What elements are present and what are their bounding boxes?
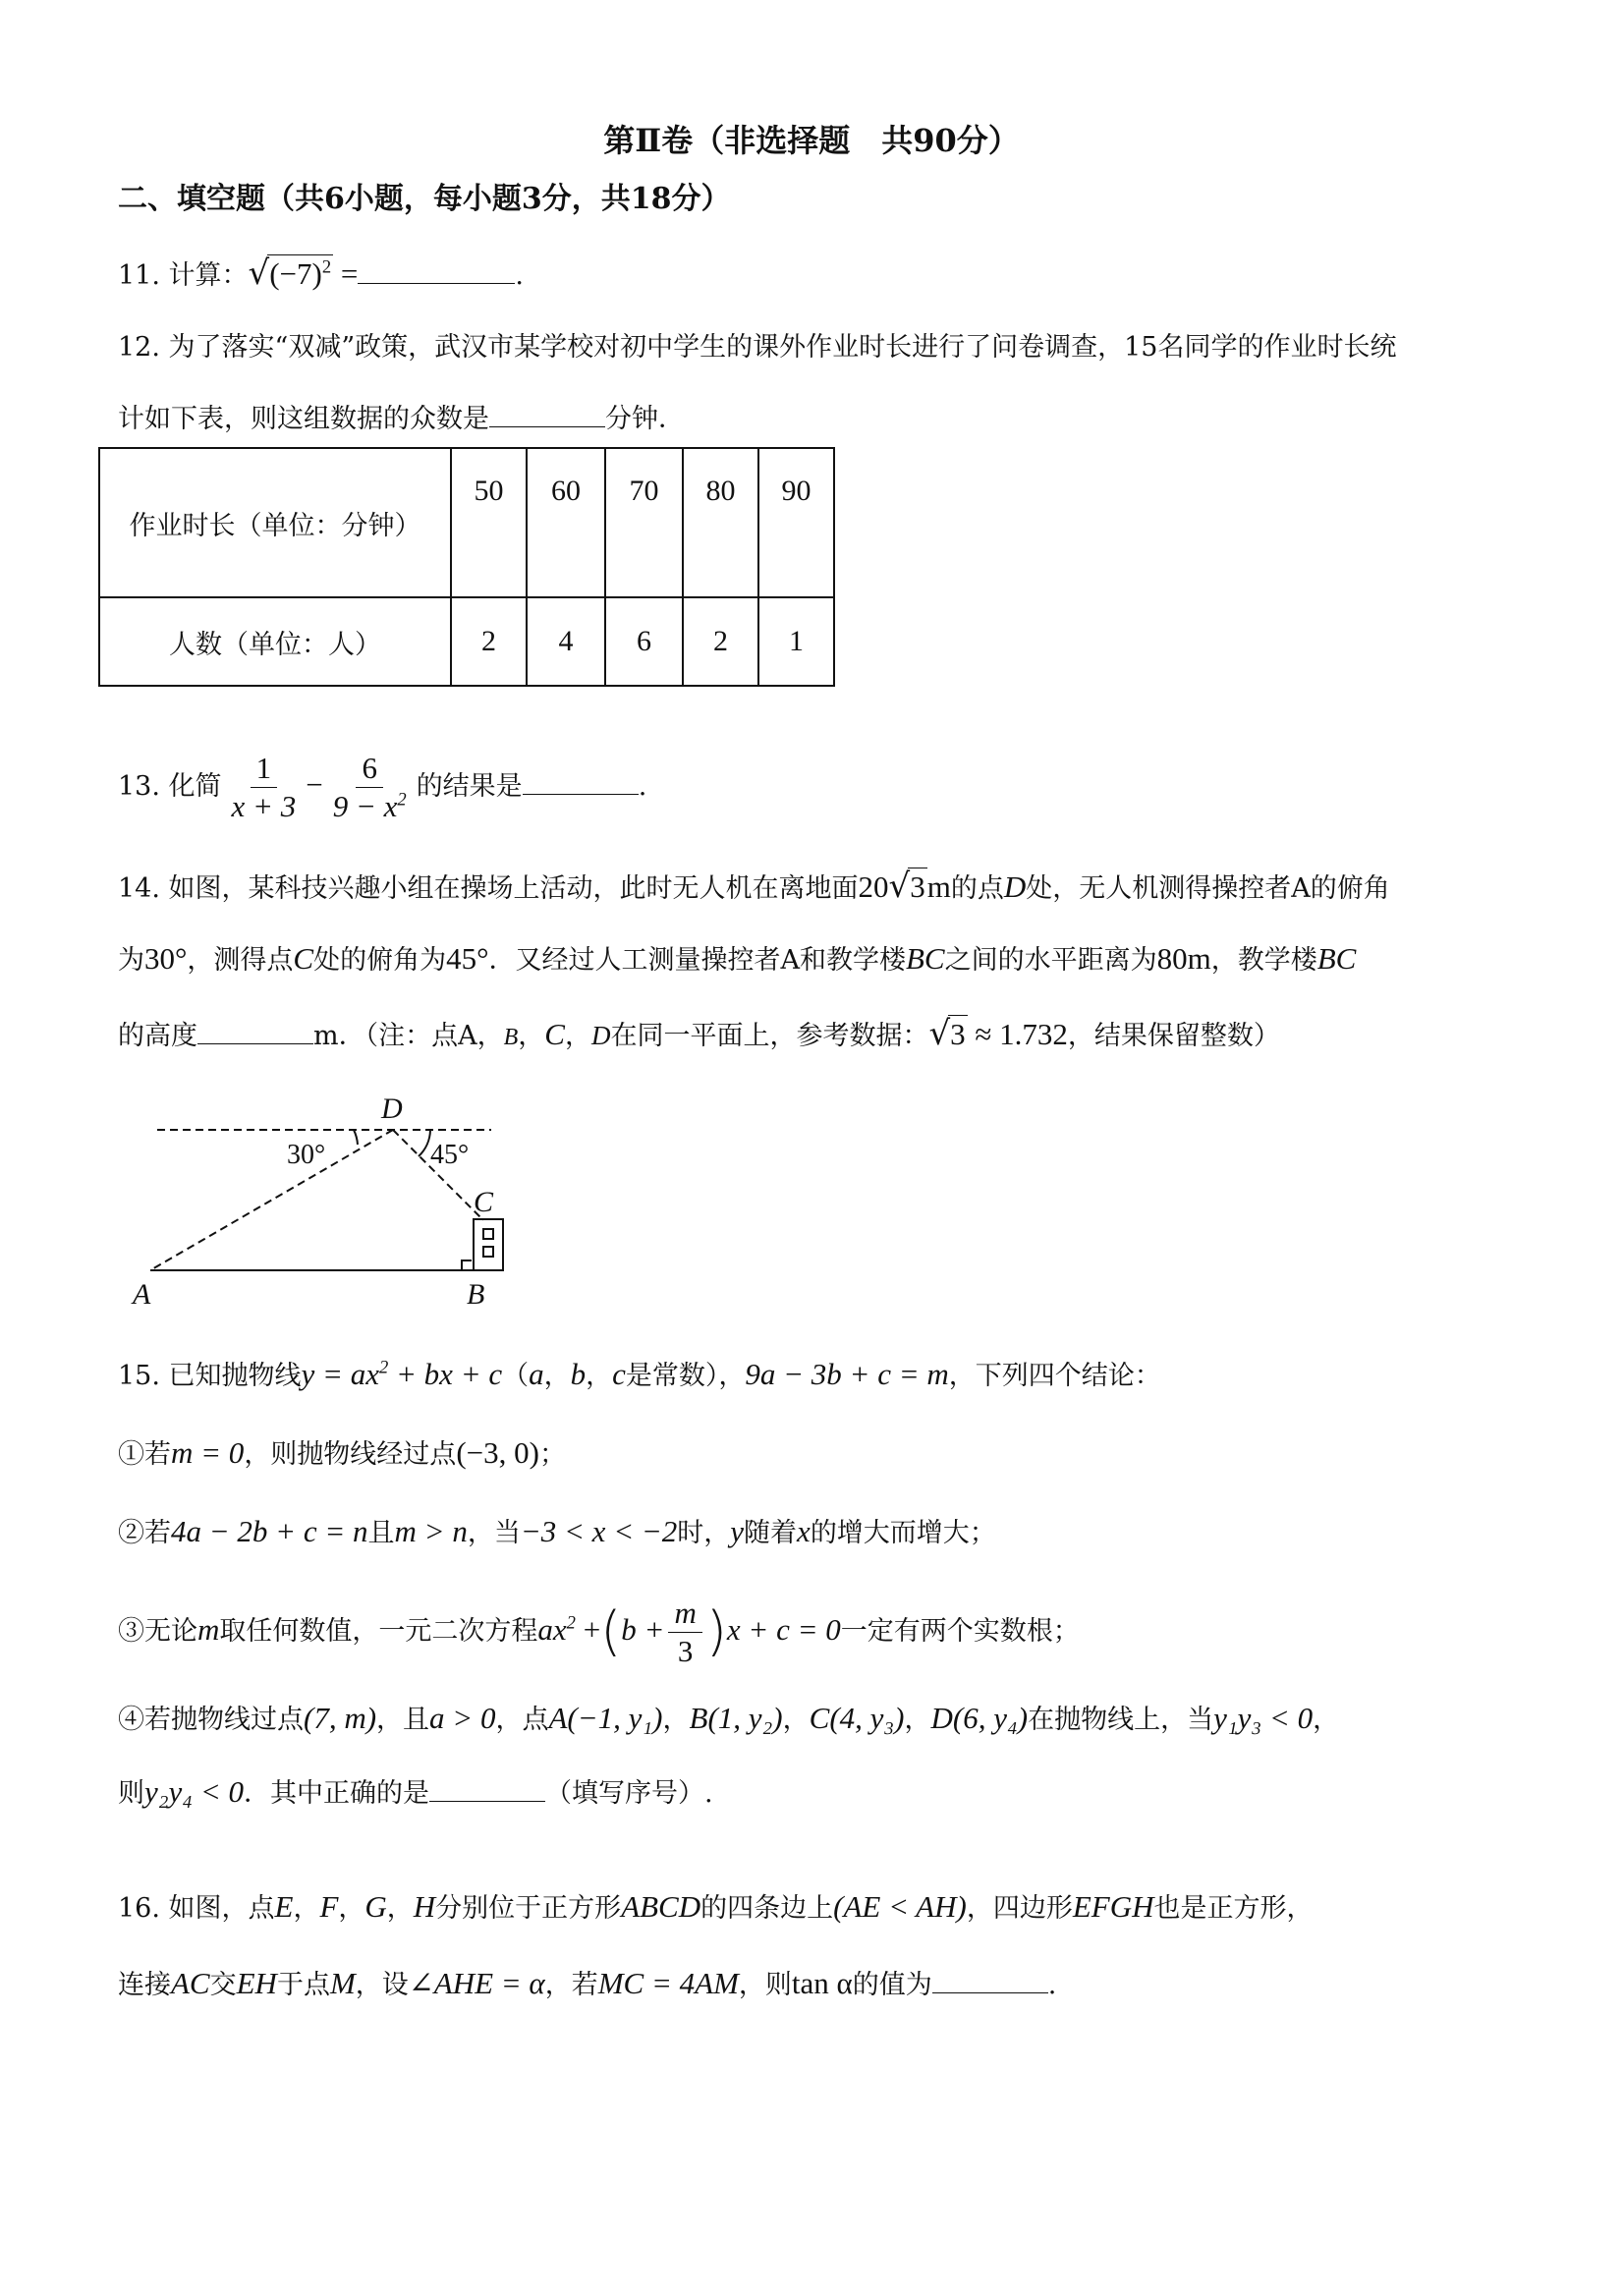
c3-rest: x + c = 0 — [726, 1612, 841, 1648]
q16-point-g: G — [364, 1889, 387, 1924]
c4-prod-2: y₂y₄ < 0 — [144, 1774, 244, 1809]
q16-point-h: H — [413, 1889, 436, 1924]
q14-point-c: C — [293, 941, 314, 976]
c2-eq: 4a − 2b + c = n — [171, 1514, 368, 1548]
section-heading: 二、填空题（共6小题，每小题3分，共18分） — [118, 182, 731, 216]
sqrt-icon: √ — [928, 1014, 951, 1053]
c3-ax: ax — [537, 1612, 567, 1648]
right-angle-mark — [462, 1260, 472, 1270]
q11-radicand — [267, 254, 333, 292]
q15-sep-2: ， — [586, 1361, 613, 1391]
fraction-2 — [327, 752, 413, 823]
frac2-denominator — [327, 788, 413, 823]
arc-30 — [354, 1130, 358, 1145]
conclusion-3 — [118, 1596, 1080, 1668]
c2-range: −3 < x < −2 — [520, 1514, 678, 1548]
q16-text-10: ，若 — [544, 1970, 598, 2000]
q13-minus: − — [306, 767, 323, 803]
c2-text-2: 且 — [367, 1518, 395, 1548]
q11-label: 11. 计算： — [118, 260, 249, 291]
q13-label: 13. 化简 — [118, 771, 222, 803]
q16-text-11: ，则 — [738, 1970, 792, 2000]
c4-point-b: B(1, y₂) — [689, 1701, 783, 1735]
q16-square-efgh: EFGH — [1072, 1889, 1154, 1924]
c4-text-1: ④若抛物线过点 — [118, 1705, 304, 1735]
c3-exp: 2 — [566, 1612, 576, 1634]
q14-ref-radicand: 3 — [950, 1017, 966, 1051]
q16-sep-1: ， — [293, 1893, 320, 1924]
frac1-denominator: x + 3 — [231, 789, 297, 824]
q16-text-3: 的四条边上 — [700, 1893, 834, 1924]
q11-base: (−7) — [269, 256, 322, 291]
c1-text-2: ，则抛物线经过点 — [244, 1439, 457, 1470]
c3-b-plus: b + — [621, 1612, 665, 1648]
q15-eq1-a: y = ax — [301, 1357, 379, 1391]
answer-blank-15[interactable] — [429, 1775, 545, 1802]
c4-text-5: ， — [1313, 1705, 1340, 1735]
line-da — [150, 1130, 393, 1270]
q13-text: 的结果是 — [416, 771, 523, 803]
q14-point-d: D — [1003, 869, 1027, 904]
q14-segment-bc-2: BC — [1316, 941, 1357, 976]
minutes-cell: 90 — [758, 448, 834, 597]
q16-text-5: 也是正方形， — [1153, 1893, 1314, 1924]
q16-sep-2: ， — [338, 1893, 365, 1924]
c2-text-5: 随着 — [744, 1518, 798, 1548]
q14-text-13: ，结果保留整数） — [1067, 1021, 1280, 1051]
q14-sep-2: ， — [564, 1021, 591, 1051]
c2-text-6: 的增大而增大； — [810, 1518, 996, 1548]
homework-table — [98, 447, 835, 687]
q16-text-7: 交 — [209, 1970, 237, 2000]
q16-text-8: 于点 — [276, 1970, 330, 2000]
question-12-line2 — [118, 401, 685, 435]
label-d: D — [381, 1092, 403, 1125]
c4-sep-3: ， — [904, 1705, 931, 1735]
c3-frac-den: 3 — [677, 1634, 694, 1669]
q14-text-6: 处的俯角为 — [313, 945, 447, 976]
c1-cond: m = 0 — [171, 1435, 245, 1470]
count-cell: 6 — [605, 597, 683, 686]
c4-prod-1: y₁y₃ < 0 — [1213, 1701, 1314, 1735]
q16-segment-eh: EH — [236, 1966, 277, 2000]
label-30deg: 30° — [287, 1140, 326, 1170]
c3-ax2 — [537, 1612, 576, 1647]
right-paren-icon: ) — [705, 1600, 727, 1663]
q14-text-8: 之间的水平距离为 — [944, 945, 1157, 976]
c4-text-6: 则 — [118, 1778, 144, 1809]
c4-text-8: （填写序号）. — [545, 1778, 713, 1809]
q14-point-c-2: C — [544, 1017, 565, 1051]
q14-radicand: 3 — [910, 869, 925, 904]
c2-text-1: ②若 — [118, 1518, 171, 1548]
q14-point-b: B — [503, 1025, 519, 1050]
fraction-1 — [226, 752, 303, 823]
c2-var-x: x — [797, 1514, 811, 1548]
c3-frac-num: m — [668, 1596, 701, 1633]
question-14-line2 — [118, 940, 1356, 977]
q14-text-1: 14. 如图，某科技兴趣小组在操场上活动，此时无人机在离地面 — [118, 873, 859, 904]
label-b: B — [467, 1278, 485, 1311]
q14-text-4: 为 — [118, 945, 144, 976]
q11-end: . — [515, 260, 524, 291]
minutes-cell: 60 — [527, 448, 605, 597]
conclusion-1 — [118, 1434, 566, 1471]
c4-sep-2: ， — [782, 1705, 810, 1735]
q11-eq: = — [333, 256, 359, 291]
question-14-line3 — [118, 1014, 1280, 1054]
q15-sep-1: ， — [543, 1361, 571, 1391]
minutes-cell: 70 — [605, 448, 683, 597]
answer-blank-14[interactable] — [197, 1018, 313, 1044]
q15-eq2: 9a − 3b + c = m — [745, 1357, 949, 1391]
c4-point-a: A(−1, y₁) — [548, 1701, 663, 1735]
c3-var-m: m — [197, 1612, 220, 1648]
q15-eq1-exp: 2 — [378, 1357, 389, 1378]
c1-end: ； — [538, 1439, 566, 1470]
answer-blank-16[interactable] — [932, 1967, 1048, 1993]
table-row — [99, 597, 834, 686]
q12-text: 计如下表，则这组数据的众数是 — [118, 404, 489, 434]
q14-text-2: 的点 — [950, 873, 1004, 904]
question-14-line1 — [118, 867, 1390, 907]
q14-text-3: 处，无人机测得操控者A的俯角 — [1026, 873, 1390, 904]
q14-text-7: ．又经过人工测量操控者A和教学楼 — [488, 945, 906, 976]
frac2-den-base: 9 − x — [332, 789, 398, 824]
sqrt-icon: √ — [888, 867, 911, 906]
frac2-den-exp: 2 — [397, 789, 407, 811]
q15-eq1-b: + bx + c — [388, 1357, 503, 1391]
q14-angle-45: 45° — [446, 941, 489, 976]
q16-sep-3: ， — [386, 1893, 414, 1924]
q14-angle-30: 30° — [144, 941, 188, 976]
answer-blank-12[interactable] — [489, 401, 605, 427]
q14-text-5: ，测得点 — [187, 945, 294, 976]
q16-tan: tan α — [791, 1966, 853, 2000]
q16-point-e: E — [274, 1889, 294, 1924]
arc-45 — [419, 1130, 430, 1156]
c4-text-2: ，且 — [376, 1705, 430, 1735]
answer-blank-11[interactable] — [358, 257, 515, 284]
c2-ineq: m > n — [394, 1514, 468, 1548]
minutes-cell: 80 — [683, 448, 758, 597]
c3-text-3: 一定有两个实数根； — [840, 1616, 1080, 1648]
q14-distance: 80m — [1156, 941, 1211, 976]
q13-end: . — [638, 771, 647, 803]
c2-text-4: 时， — [677, 1518, 731, 1548]
table-row — [99, 448, 834, 597]
count-cell: 1 — [758, 597, 834, 686]
count-cell: 4 — [527, 597, 605, 686]
q15-eq1 — [302, 1357, 503, 1391]
question-16-line2 — [118, 1965, 1056, 2001]
row-label-minutes: 作业时长（单位：分钟） — [99, 448, 451, 597]
frac1-numerator: 1 — [251, 752, 278, 788]
q16-text-1: 16. 如图，点 — [118, 1893, 275, 1924]
q14-ref-value: ≈ 1.732 — [967, 1017, 1068, 1051]
q15-text-4: ，下列四个结论： — [948, 1361, 1161, 1391]
conclusion-4-line1 — [118, 1700, 1339, 1736]
count-cell: 2 — [683, 597, 758, 686]
q16-end: . — [1047, 1970, 1057, 2000]
q14-point-d-2: D — [590, 1021, 611, 1050]
q15-var-b: b — [570, 1357, 587, 1391]
answer-blank-13[interactable] — [523, 768, 639, 795]
label-45deg: 45° — [430, 1140, 470, 1170]
q14-text-11: m．（注：点A， — [313, 1021, 504, 1051]
c4-text-3: ，点 — [495, 1705, 549, 1735]
q16-cond: (AE < AH) — [833, 1889, 967, 1924]
question-16-line1 — [118, 1888, 1313, 1925]
count-cell: 2 — [451, 597, 527, 686]
q16-angle: ∠AHE = α — [408, 1966, 545, 2000]
q15-text-1: 15. 已知抛物线 — [118, 1361, 302, 1391]
q15-var-a: a — [529, 1357, 544, 1391]
question-13 — [118, 752, 646, 823]
q12-unit: 分钟． — [605, 404, 685, 434]
q16-text-12: 的值为 — [852, 1970, 932, 2000]
q16-text-2: 分别位于正方形 — [435, 1893, 622, 1924]
c1-point: (−3, 0) — [456, 1435, 539, 1470]
c2-var-y: y — [730, 1514, 745, 1548]
q16-text-6: 连接 — [118, 1970, 171, 2000]
c4-text-4: 在抛物线上，当 — [1028, 1705, 1214, 1735]
q15-var-c: c — [612, 1357, 626, 1391]
q16-text-4: ，四边形 — [966, 1893, 1073, 1924]
c2-text-3: ，当 — [467, 1518, 521, 1548]
drone-figure — [118, 1086, 550, 1321]
sqrt-icon: √ — [248, 253, 270, 293]
q16-square-abcd: ABCD — [621, 1889, 701, 1924]
conclusion-4-line2 — [118, 1773, 713, 1810]
q16-text-9: ，设 — [355, 1970, 409, 2000]
part-title: 第Ⅱ卷（非选择题 共90分） — [603, 122, 1020, 159]
c3-text-1: ③无论 — [118, 1616, 197, 1648]
q16-segment-ac: AC — [171, 1966, 210, 2000]
minutes-cell: 50 — [451, 448, 527, 597]
q11-exp: 2 — [321, 256, 332, 278]
q14-text-12: 在同一平面上，参考数据： — [610, 1021, 929, 1051]
q15-text-3: 是常数）， — [625, 1361, 746, 1391]
q14-sep-1: ， — [518, 1021, 545, 1051]
question-12-line1: 12. 为了落实“双减”政策，武汉市某学校对初中学生的课外作业时长进行了问卷调查，15名同学的作业时长统 — [118, 332, 1397, 363]
window-icon — [483, 1229, 493, 1239]
window-icon — [483, 1247, 493, 1257]
label-a: A — [133, 1278, 151, 1311]
q14-unit: m — [926, 869, 951, 904]
q16-point-m: M — [329, 1966, 356, 2000]
q14-height-coef: 20 — [858, 869, 889, 904]
c4-point-c: C(4, y₃) — [809, 1701, 905, 1735]
frac2-numerator: 6 — [356, 752, 383, 788]
q16-point-f: F — [319, 1889, 339, 1924]
question-15-line1 — [118, 1356, 1161, 1392]
c3-fraction — [668, 1596, 701, 1668]
q16-ratio: MC = 4AM — [597, 1966, 739, 2000]
question-11 — [118, 253, 524, 294]
label-c: C — [474, 1186, 494, 1218]
c4-point: (7, m) — [304, 1701, 377, 1735]
c4-text-7: ．其中正确的是 — [244, 1778, 429, 1809]
q15-text-2: （ — [502, 1361, 530, 1391]
c1-text-1: ①若 — [118, 1439, 171, 1470]
c4-sep-1: ， — [662, 1705, 690, 1735]
conclusion-2 — [118, 1513, 996, 1549]
left-paren-icon: ( — [600, 1600, 622, 1663]
row-label-people: 人数（单位：人） — [99, 597, 451, 686]
q14-segment-bc: BC — [906, 941, 945, 976]
c4-cond: a > 0 — [429, 1701, 496, 1735]
c3-text-2: 取任何数值，一元二次方程 — [219, 1616, 538, 1648]
q14-text-10: 的高度 — [118, 1021, 197, 1051]
c3-plus: + — [575, 1612, 601, 1648]
building-bc — [474, 1219, 503, 1270]
q14-text-9: ，教学楼 — [1210, 945, 1317, 976]
c4-point-d: D(6, y₄) — [930, 1701, 1029, 1735]
